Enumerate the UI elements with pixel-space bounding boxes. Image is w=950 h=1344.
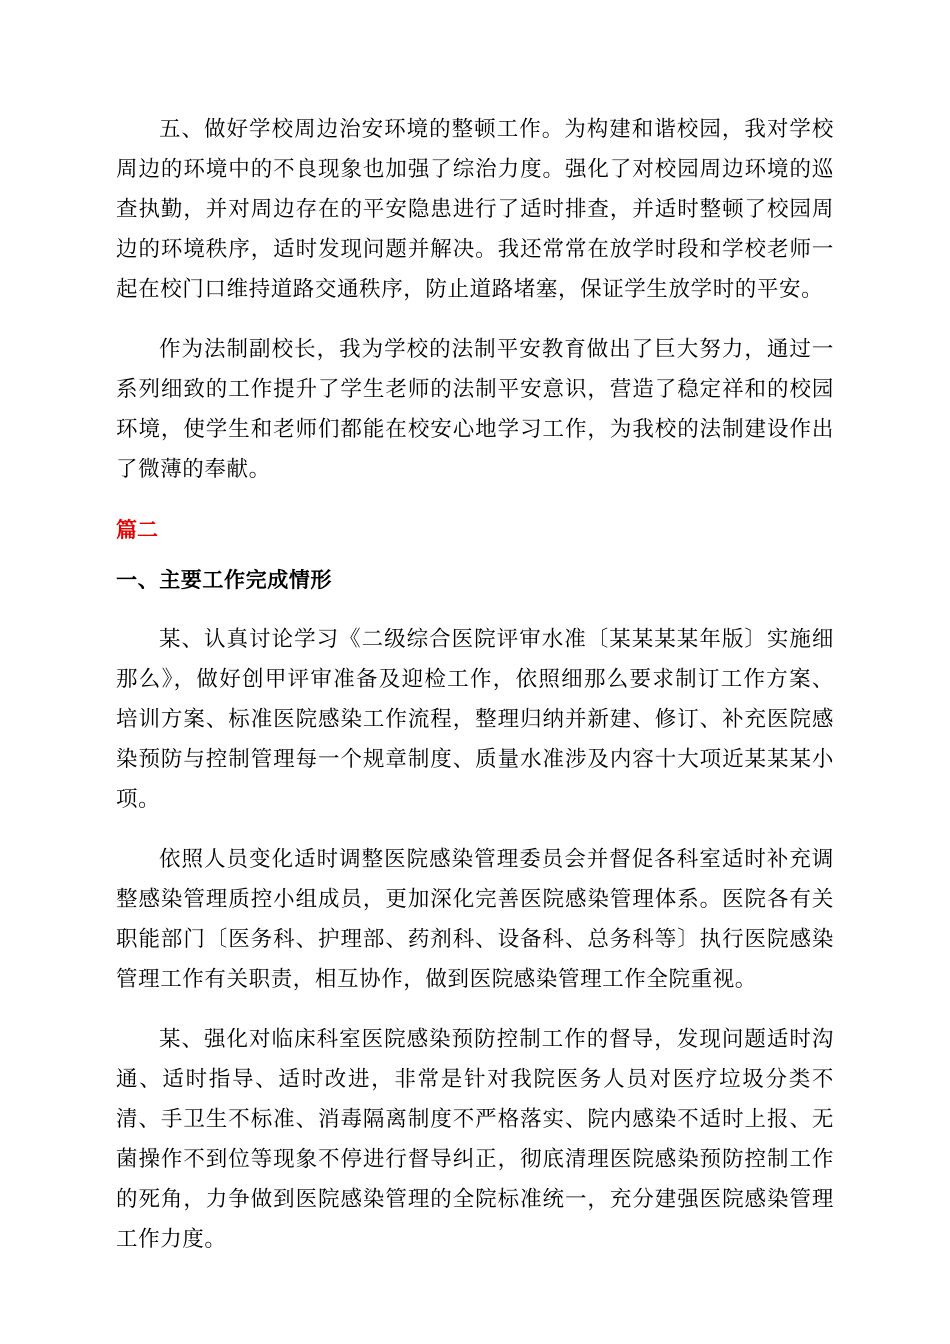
paragraph-vice-principal-summary: 作为法制副校长，我为学校的法制平安教育做出了巨大努力，通过一系列细致的工作提升了学生老师的法制平安意识，营造了稳定祥和的校园环境，使学生和老师们都能在校安心地学习工作，为我校的法制建设作出了微薄的奉献。: [116, 337, 834, 482]
paragraph-evaluation-study: 某、认真讨论学习《二级综合医院评审水准〔某某某某年版〕实施细那么》，做好创甲评审准备及迎检工作，依照细那么要求制订工作方案、培训方案、标准医院感染工作流程，整理归纳并新建、修订、补充医院感染预防与控制管理每一个规章制度、质量水准涉及内容十大项近某某某小项。: [116, 627, 834, 812]
paragraph-committee-adjustment: 依照人员变化适时调整医院感染管理委员会并督促各科室适时补充调整感染管理质控小组成员，更加深化完善医院感染管理体系。医院各有关职能部门〔医务科、护理部、药剂科、设备科、总务科等〕执行医院感染管理工作有关职责，相互协作，做到医院感染管理工作全院重视。: [116, 847, 834, 992]
paragraph-security-environment: 五、做好学校周边治安环境的整顿工作。为构建和谐校园，我对学校周边的环境中的不良现象也加强了综治力度。强化了对校园周边环境的巡查执勤，并对周边存在的平安隐患进行了适时排查，并适时整顿了校园周边的环境秩序，适时发现问题并解决。我还常常在放学时段和学校老师一起在校门口维持道路交通秩序，防止道路堵塞，保证学生放学时的平安。: [116, 117, 834, 302]
section-label: 篇二: [116, 518, 158, 542]
section-heading: 一、主要工作完成情形: [116, 568, 332, 592]
document-page: [116, 110, 834, 1280]
paragraph-supervision: 某、强化对临床科室医院感染预防控制工作的督导，发现问题适时沟通、适时指导、适时改进，非常是针对我院医务人员对医疗垃圾分类不清、手卫生不标准、消毒隔离制度不严格落实、院内感染不适时上报、无菌操作不到位等现象不停进行督导纠正，彻底清理医院感染预防控制工作的死角，力争做到医院感染管理的全院标准统一，充分建强医院感染管理工作力度。: [116, 1027, 834, 1252]
